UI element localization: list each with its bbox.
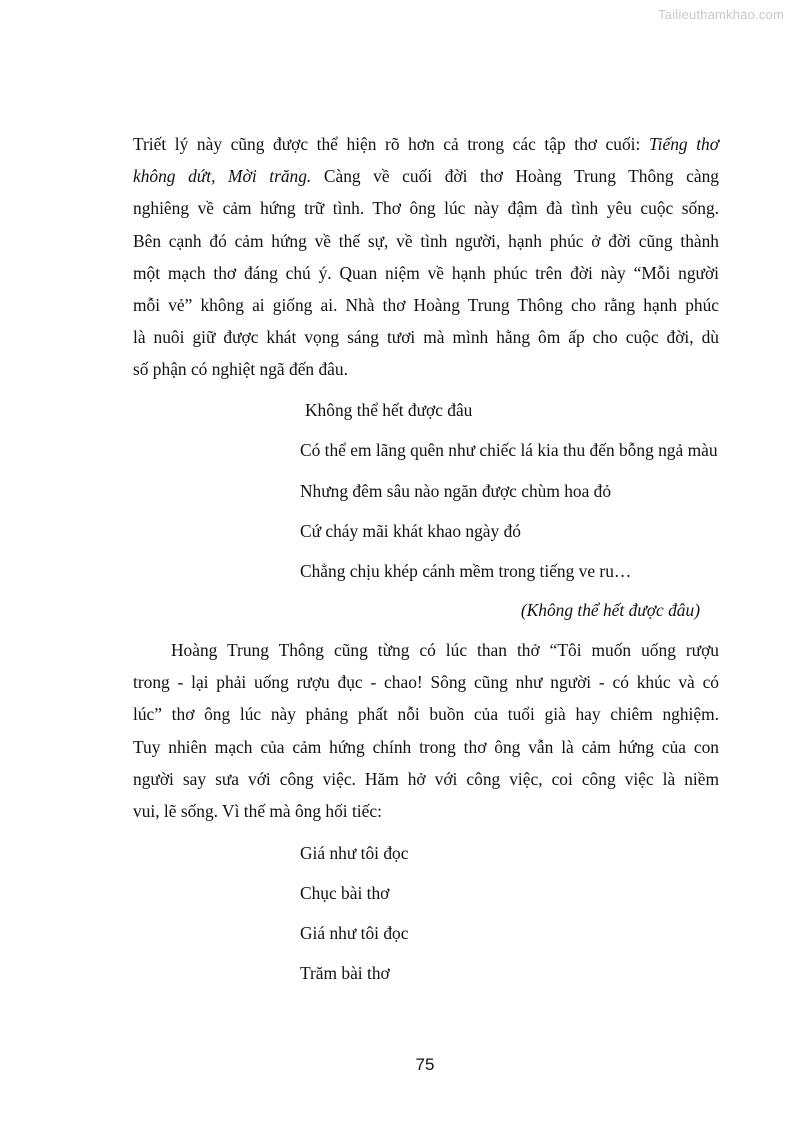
poem-1-caption: (Không thể hết được đâu) [520,600,700,620]
watermark: Tailieuthamkhao.com [658,7,784,22]
paragraph-2-line-3: lúc” thơ ông lúc này phảng phất nỗi buồn của tuổi già hay chiêm nghiệm. [133,704,719,725]
paragraph-1-line-1-text: Triết lý này cũng được thể hiện rõ hơn cả trong các tập thơ cuối: [133,134,649,154]
poem-1-line-5: Chẳng chịu khép cánh mềm trong tiếng ve ru… [300,561,632,581]
page-number: 75 [415,1055,435,1074]
paragraph-1-line-3: nghiêng về cảm hứng trữ tình. Thơ ông lúc này đậm đà tình yêu cuộc sống. [133,198,719,219]
paragraph-1-line-1 [133,128,719,160]
book-title-moi-trang: không dứt, Mời trăng. [133,166,312,187]
paragraph-1-line-2 [133,160,719,192]
paragraph-2-line-1: Hoàng Trung Thông cũng từng có lúc than thở “Tôi muốn uống rượu [171,640,719,660]
paragraph-2 [133,634,719,827]
poem-1-line-1: Không thể hết được đâu [305,400,473,420]
poem-2-line-4: Trăm bài thơ [300,963,390,983]
poem-1-line-3: Nhưng đêm sâu nào ngăn được chùm hoa đỏ [300,481,612,501]
paragraph-1 [133,128,719,386]
paragraph-1-line-7: là nuôi giữ được khát vọng sáng tươi mà mình hằng ôm ấp cho cuộc đời, dù [133,327,719,348]
paragraph-2-line-4: Tuy nhiên mạch của cảm hứng chính trong thơ ông vẫn là cảm hứng của con [133,736,719,757]
paragraph-1-line-4: Bên cạnh đó cảm hứng về thế sự, về tình người, hạnh phúc ở đời cũng thành [133,230,719,251]
poem-1-line-2: Có thể em lãng quên như chiếc lá kia thu đến bỗng ngả màu [300,440,718,460]
book-title-tieng-tho: Tiếng thơ [648,134,719,154]
paragraph-1-line-6: mỗi vẻ” không ai giống ai. Nhà thơ Hoàng Trung Thông cho rằng hạnh phúc [133,295,719,316]
paragraph-1-line-2-text: Càng về cuối đời thơ Hoàng Trung Thông càng [311,166,719,187]
poem-2-line-1: Giá như tôi đọc [300,843,409,863]
paragraph-2-line-2: trong - lại phải uống rượu đục - chao! Sông cũng như người - có khúc và có [133,672,719,693]
paragraph-1-line-5: một mạch thơ đáng chú ý. Quan niệm về hạnh phúc trên đời này “Mỗi người [133,262,719,283]
poem-2-line-3: Giá như tôi đọc [300,923,409,943]
poem-1-line-4: Cứ cháy mãi khát khao ngày đó [300,521,521,541]
paragraph-2-line-5: người say sưa với công việc. Hăm hở với công việc, coi công việc là niềm [133,768,719,789]
poem-2-line-2: Chục bài thơ [300,883,390,903]
paragraph-2-line-6: vui, lẽ sống. Vì thế mà ông hối tiếc: [133,801,382,822]
paragraph-1-line-8: số phận có nghiệt ngã đến đâu. [133,359,348,380]
